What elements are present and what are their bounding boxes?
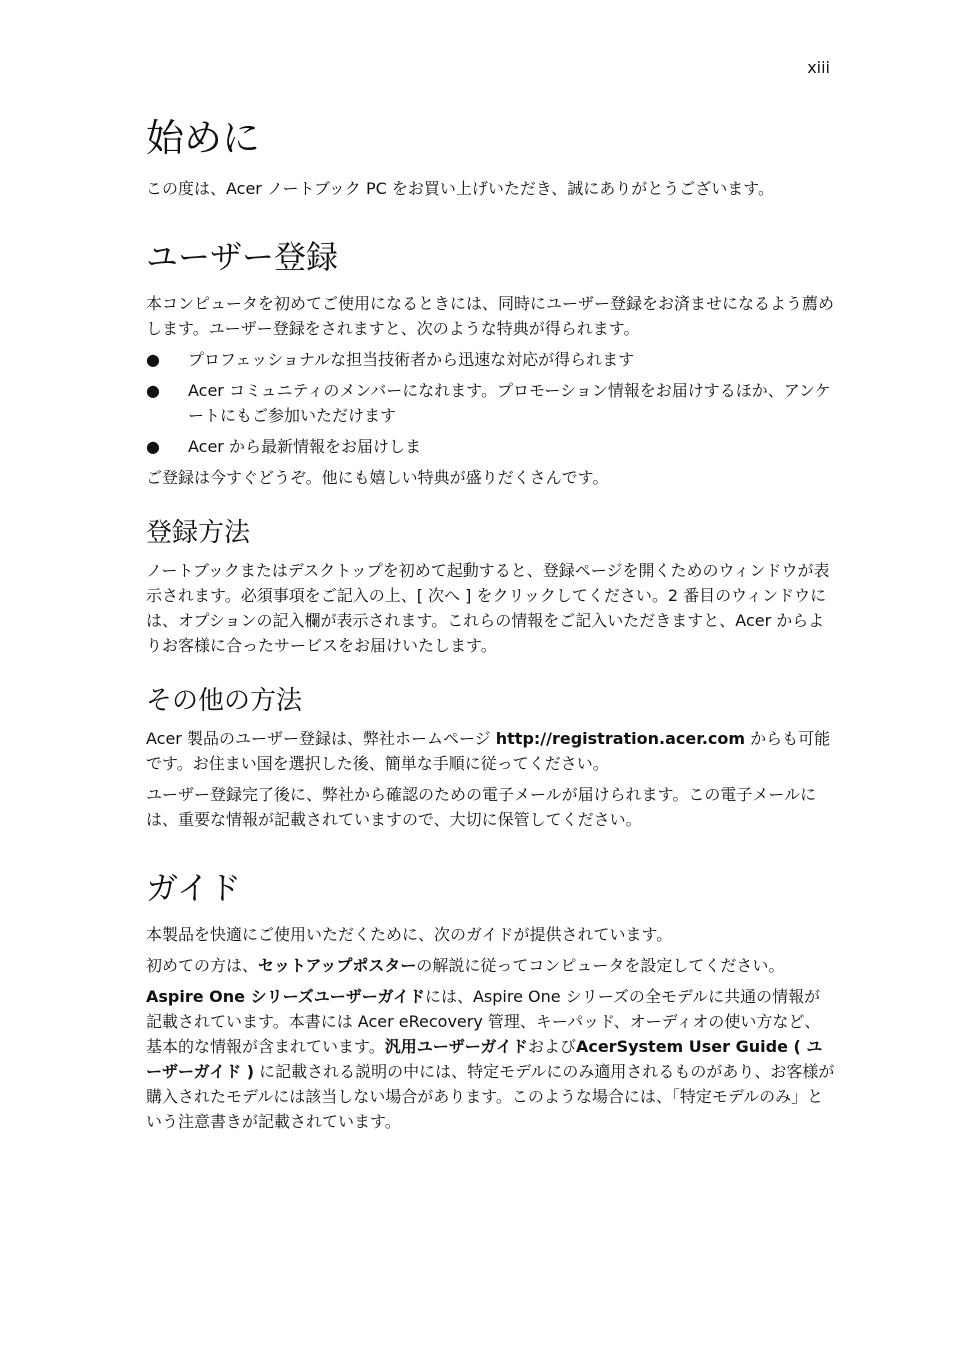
- registration-link[interactable]: http://registration.acer.com: [495, 729, 746, 748]
- bullet-icon: ●: [146, 350, 160, 369]
- bullet-icon: ●: [146, 437, 160, 456]
- guide-section: [146, 866, 836, 1134]
- registration-heading: ユーザー登録: [146, 238, 339, 276]
- other-method-text-2: ユーザー登録完了後に、弊社から確認のための電子メールが届けられます。この電子メールには、重要な情報が記載されていますので、大切に保管してください。: [146, 785, 817, 829]
- registration-section: [146, 235, 836, 490]
- bullet-icon: ●: [146, 381, 160, 400]
- list-item: ● Acer コミュニティのメンバーになれます。プロモーション情報をお届けするほか、アンケートにもご参加いただけます: [146, 378, 836, 428]
- method-section: [146, 516, 836, 658]
- guide-text-3: Aspire One シリーズユーザーガイドには、Aspire One シリーズの全モデルに共通の情報が記載されています。本書には Acer eRecovery 管理、キーパッド、オーディオの使い方など、基本的な情報が含まれています。汎用ユーザーガイドおよびAcerSystem User Guide ( ユーザーガイド ) に記載される説明の中には、特定モデルにのみ適用されるものがあり、お客様が購入されたモデルには該当しない場合があります。このような場合には、「特定モデルのみ」という注意書きが記載されています。: [146, 987, 835, 1131]
- other-method-heading: その他の方法: [146, 686, 303, 716]
- list-item: ● Acer から最新情報をお届けしま: [146, 434, 836, 459]
- other-method-text-1: Acer 製品のユーザー登録は、弊社ホームページ http://registration.acer.com からも可能です。お住まい国を選択した後、簡単な手順に従ってください。: [146, 729, 831, 773]
- method-heading: 登録方法: [146, 518, 251, 548]
- guide-heading: ガイド: [146, 869, 242, 907]
- list-item: ● プロフェッショナルな担当技術者から迅速な対応が得られます: [146, 347, 836, 372]
- registration-text: 本コンピュータを初めてご使用になるときには、同時にユーザー登録をお済ませになるよう薦めします。ユーザー登録をされますと、次のような特典が得られます。: [146, 294, 835, 338]
- method-text: ノートブックまたはデスクトップを初めて起動すると、登録ページを開くためのウィンドウが表示されます。必須事項をご記入の上、[ 次へ ] をクリックしてください。2 番目のウィンドウには、オプションの記入欄が表示されます。これらの情報をご記入いただきますと、Acer からよりお客様に合ったサービスをお届けいたします。: [146, 561, 830, 655]
- other-method-section: [146, 684, 836, 832]
- page-number: xiii: [807, 58, 830, 77]
- intro-text: この度は、Acer ノートブック PC をお買い上げいただき、誠にありがとうございます。: [146, 179, 774, 198]
- benefits-list: [146, 347, 836, 459]
- guide-text-2: 初めての方は、セットアップポスターの解説に従ってコンピュータを設定してください。: [146, 956, 785, 975]
- registration-closing: ご登録は今すぐどうぞ。他にも嬉しい特典が盛りだくさんです。: [146, 468, 609, 487]
- intro-section: [146, 112, 836, 201]
- page-content: [146, 112, 836, 1140]
- guide-text-1: 本製品を快適にご使用いただくために、次のガイドが提供されています。: [146, 925, 673, 944]
- intro-heading: 始めに: [146, 116, 261, 160]
